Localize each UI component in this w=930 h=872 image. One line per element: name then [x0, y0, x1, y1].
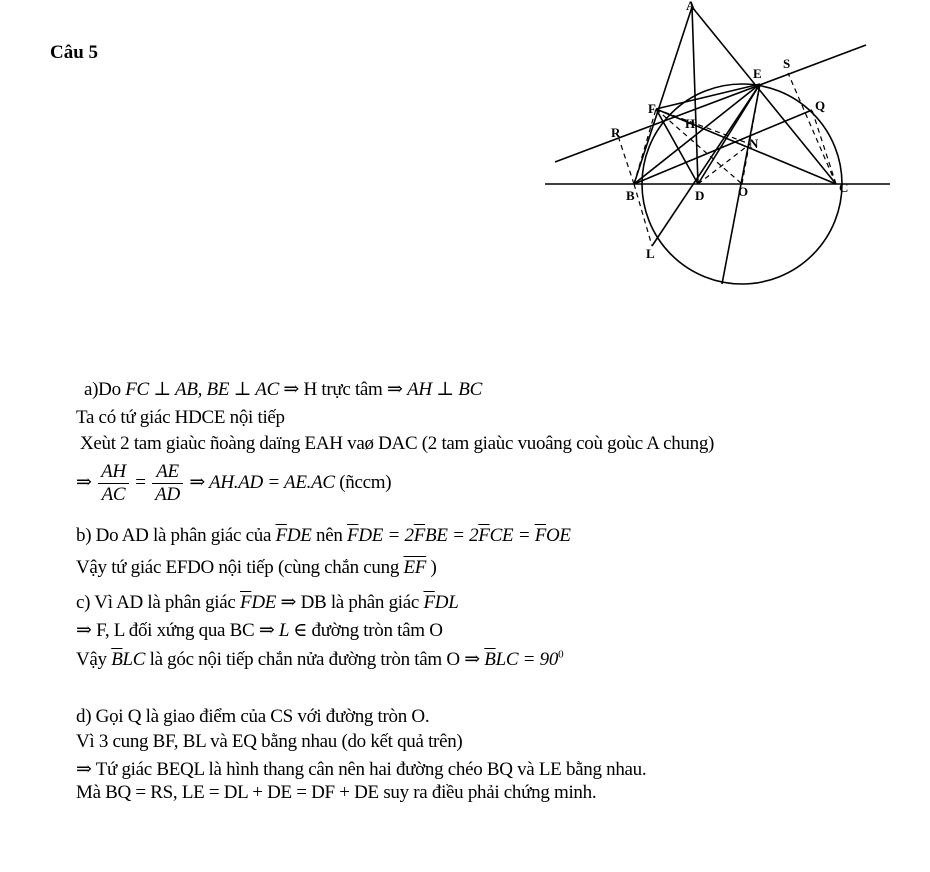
segment-bq	[634, 110, 812, 184]
fraction-ah-ac: $\frac{AH}{AC}$	[98, 461, 129, 506]
part-a-line-4: ⇒ $\frac{AH}{AC}$ = $\frac{AE}{AD}$ ⇒ AH.AD = AE.AC (ñccm)	[76, 461, 392, 505]
part-d-line-4: Mà BQ = RS, LE = DL + DE = DF + DE suy ra điều phải chứng minh.	[76, 782, 597, 803]
part-b-line-1: b) Do AD là phân giác của $\overline{F}DE$ nên $\overline{F}DE = 2\overline{F}BE = 2\overline{F}CE = \overline{F}OE$	[76, 525, 571, 546]
question-title: Câu 5	[50, 42, 99, 63]
label-h: H	[685, 116, 696, 131]
part-b-line-2: Vậy tứ giác EFDO nội tiếp (cùng chắn cung $\overline{EF}$ )	[76, 557, 437, 578]
label-e: E	[753, 66, 762, 81]
label-b: B	[626, 188, 635, 203]
fraction-ae-ad: $\frac{AE}{AD}$	[152, 461, 183, 506]
dash-fo	[656, 109, 742, 184]
label-o: O	[738, 184, 749, 199]
part-d-line-1: d) Gọi Q là giao điểm của CS với đường tròn O.	[76, 706, 430, 727]
dash-br	[619, 139, 634, 184]
label-s: S	[783, 56, 791, 71]
label-r: R	[611, 125, 621, 140]
part-a-line-2: Ta có tứ giác HDCE nội tiếp	[76, 407, 285, 428]
label-q: Q	[815, 98, 826, 113]
part-d-line-3: ⇒ Tứ giác BEQL là hình thang cân nên hai đường chéo BQ và LE bằng nhau.	[76, 759, 647, 780]
label-f: F	[648, 101, 656, 116]
label-d: D	[695, 188, 705, 203]
segment-cf	[656, 109, 836, 184]
part-c-line-1: c) Vì AD là phân giác $\overline{F}DE$ ⇒ DB là phân giác $\overline{F}DL$	[76, 592, 459, 613]
label-l: L	[646, 246, 655, 261]
part-d-line-2: Vì 3 cung BF, BL và EQ bằng nhau (do kết quả trên)	[76, 731, 463, 752]
part-c-line-2: ⇒ F, L đối xứng qua BC ⇒ L ∈ đường tròn tâm O	[76, 620, 443, 641]
part-a-line-3: Xeùt 2 tam giaùc ñoàng daïng EAH vaø DAC (2 tam giaùc vuoâng coù goùc A chung)	[80, 433, 715, 454]
label-a: A	[686, 0, 696, 13]
label-n: N	[749, 136, 759, 151]
dash-bf	[634, 109, 656, 184]
label-c: C	[839, 180, 849, 195]
part-c-line-3: Vậy $\overline{B}LC$ là góc nội tiếp chắn nửa đường tròn tâm O ⇒ $\overline{B}LC = 90^0$	[76, 648, 564, 670]
part-a-line-1: a)Do FC ⊥ AB, BE ⊥ AC ⇒ H trực tâm ⇒ AH ⊥ BC	[84, 379, 482, 400]
dash-cq	[812, 110, 836, 184]
geometry-figure	[0, 0, 930, 330]
